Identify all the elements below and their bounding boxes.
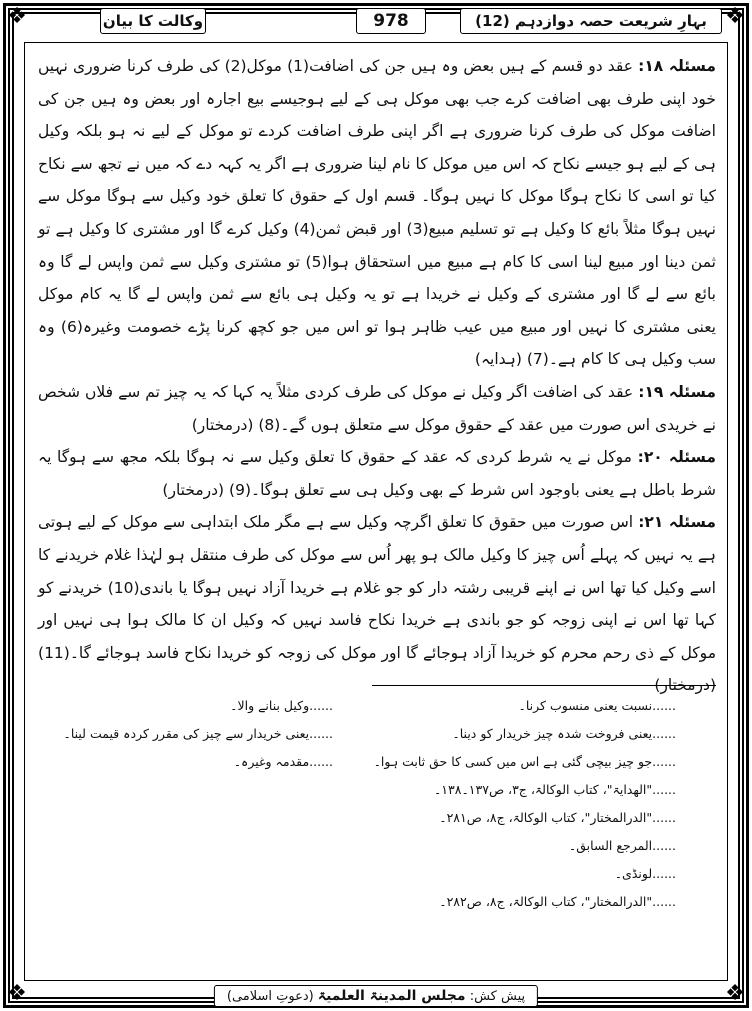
masala-label: مسئلہ ۱۹:: [638, 382, 716, 401]
corner-ornament-icon: ❖: [7, 981, 27, 1006]
footnotes: [30, 692, 716, 916]
footnote-3: ......یعنی فروخت شدہ چیز خریدار کو دینا۔: [452, 726, 676, 741]
publisher-footer: [214, 985, 538, 1007]
footnote-2: ......وکیل بنانے والا۔: [230, 698, 333, 713]
masala-21: [38, 506, 716, 702]
footnote-4: ......یعنی خریدار سے چیز کی مقرر کردہ قیمت لینا۔: [63, 726, 333, 741]
masala-label: مسئلہ ۲۰:: [637, 448, 716, 467]
publisher-name: مجلس المدینۃ العلمیۃ: [317, 988, 466, 1004]
footer-suffix: (دعوتِ اسلامی): [226, 989, 314, 1004]
masala-text: موکل نے یہ شرط کردی کہ عقد کے حقوق کا تعلق وکیل سے نہ ہوگا بلکہ مجھ سے ہوگا یہ شرط باطل ہے یعنی باوجود اس شرط کے بھی وکیل ہی سے تعلق ہوگا۔(9) (درمختار): [38, 448, 716, 499]
masala-text: عقد دو قسم کے ہیں بعض وہ ہیں جن کی اضافت(1) موکل(2) کی طرف کرنا ضروری نہیں خود اپنی طرف بھی اضافت کرے جب بھی موکل ہی کے لیے ہوجیسے بیع اجارہ اور بعض وہ ہیں جن کی اضافت موکل کی طرف کرنا ضروری ہے اگر اپنی طرف اضافت کردے تو موکل کے لیے نہ ہو بلکہ وکیل ہی کے لیے ہو جیسے نکاح کہ اس میں موکل کا نام لینا ضروری ہے اگر یہ کہہ دے کہ میں نے تجھ سے نکاح کیا تو اسی کا نکاح ہوگا موکل کا نہیں ہوگا۔ قسم اول کے حقوق کا تعلق خود وکیل سے ہوگا موکل سے نہیں ہوگا مثلاً بائع کا وکیل ہے تو تسلیم مبیع(3) اور قبض ثمن(4) وکیل کرے گا اور مشتری کا وکیل ہے تو ثمن دینا اور مبیع لینا اسی کا کام ہے مبیع میں استحقاق ہوا(5) تو مشتری وکیل سے ثمن واپس لے گا وہ بائع سے لے گا اور مشتری کے وکیل نے خریدا ہے تو یہ وکیل ہی بائع سے ثمن واپس لے گا یہ کام موکل یعنی مشتری کا نہیں اور مبیع میں عیب ظاہر ہوا تو اس میں جو کچھ کرنا پڑے خصومت وغیرہ(6) وہ سب وکیل ہی کا کام ہے۔(7) (ہدایہ): [38, 57, 717, 369]
footnote-8: ......"الدرالمختار"، کتاب الوکالۃ، ج۸، ص۲۸۱۔: [439, 810, 676, 825]
footnote-9: ......المرجع السابق۔: [568, 838, 676, 853]
footnote-1: ......نسبت یعنی منسوب کرنا۔: [518, 698, 676, 713]
footnote-5: ......جو چیز بیچی گئی ہے اس میں کسی کا حق ثابت ہوا۔: [373, 754, 676, 769]
footnote-row: [30, 720, 716, 748]
book-title: بہارِ شریعت حصہ دوازدہم (12): [460, 8, 722, 34]
footnote-11: ......"الدرالمختار"، کتاب الوکالۃ، ج۸، ص۲۸۲۔: [439, 894, 676, 909]
corner-ornament-icon: ❖: [725, 4, 745, 29]
masala-text: عقد کی اضافت اگر وکیل نے موکل کی طرف کردی مثلاً یہ کہا کہ یہ چیز تم سے فلاں شخص نے خریدی اس صورت میں عقد کے حقوق موکل سے متعلق ہوں گے۔(8) (درمختار): [38, 382, 716, 434]
masala-text: اس صورت میں حقوق کا تعلق اگرچہ وکیل سے ہے مگر ملک ابتداہی سے موکل کے لیے ہوتی ہے یہ نہیں کہ پہلے اُس چیز کا وکیل مالک ہو پھر اُس سے موکل کی طرف منتقل ہو لہٰذا غلام خریدنے کا اسے وکیل کیا تھا اس نے اپنے قریبی رشتہ دار کو جو غلام ہے خریدا آزاد نہیں ہوگا یا باندی(10) خریدنے کو کہا تھا اس نے اپنی زوجہ کو جو باندی ہے خریدا نکاح فاسد نہیں کہ وکیل ان کا مالک ہوا ہی نہیں اور موکل کے ذی رحم محرم کو خریدا آزاد ہوجائے گا اور موکل کی زوجہ کو خریدا نکاح فاسد ہوجائے گا۔(11) (درمختار): [38, 513, 716, 695]
masala-label: مسئلہ ۲۱:: [638, 513, 716, 532]
footer-prefix: پیش کش:: [469, 989, 526, 1004]
masala-19: [38, 376, 716, 441]
corner-ornament-icon: ❖: [725, 981, 745, 1006]
footnote-row: [30, 748, 716, 776]
footnote-7: ......"الھدایۃ"، کتاب الوکالۃ، ج۳، ص۱۳۷۔۱۳۸۔: [433, 782, 676, 797]
page-number: 978: [356, 8, 426, 34]
footnote-6: ......مقدمہ وغیرہ۔: [233, 754, 333, 769]
footnote-10: ......لونڈی۔: [614, 866, 676, 881]
page-header: [30, 8, 722, 36]
corner-ornament-icon: ❖: [7, 4, 27, 29]
masala-18: [38, 50, 716, 376]
chapter-title: وکالت کا بیان: [100, 8, 206, 34]
masala-label: مسئلہ ۱۸:: [638, 57, 716, 75]
main-text: [38, 50, 716, 702]
masala-20: [38, 441, 716, 506]
footnote-row: [30, 692, 716, 720]
footnote-separator: [372, 685, 716, 686]
